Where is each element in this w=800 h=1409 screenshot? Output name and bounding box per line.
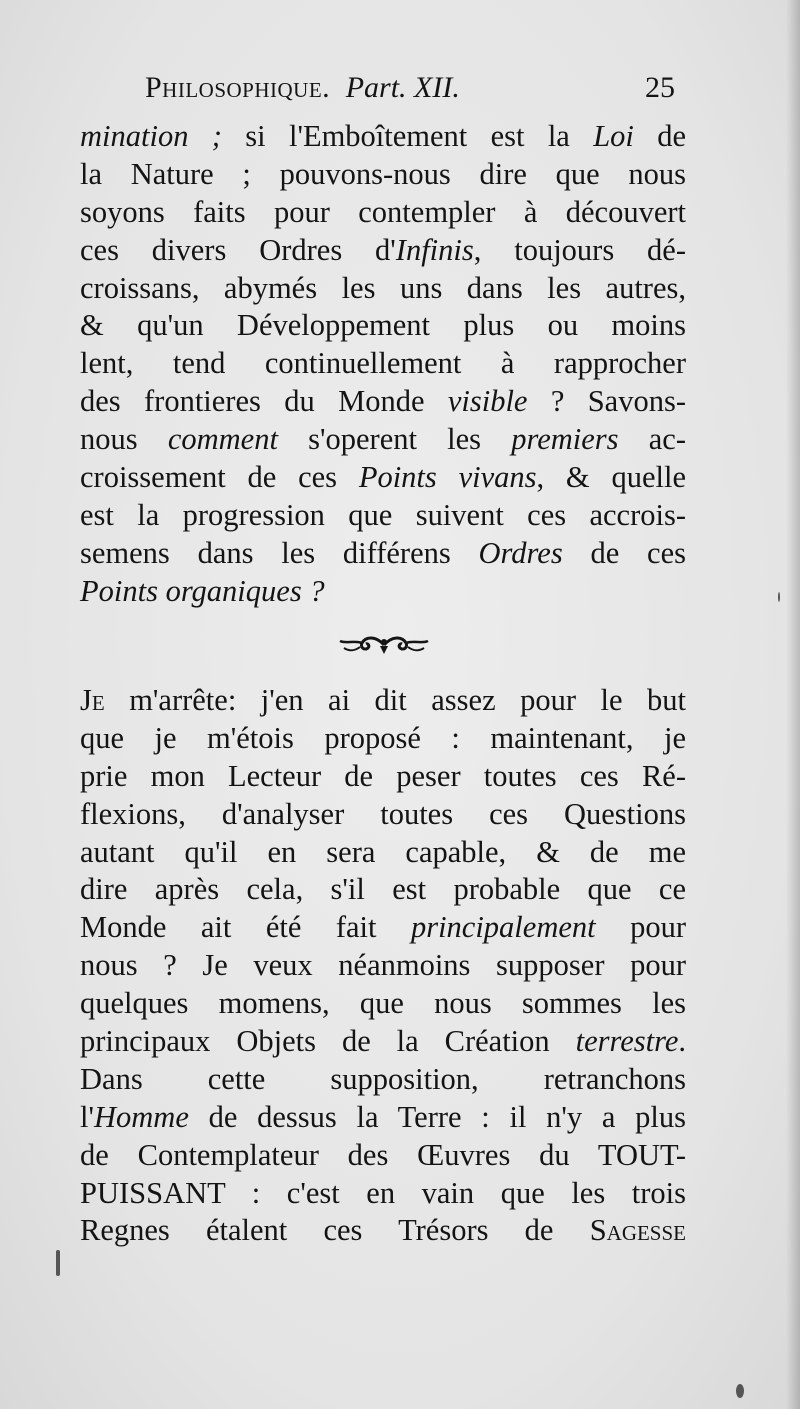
running-title: Philosophique. <box>145 71 331 104</box>
text-line: nous comment s'operent les premiers ac- <box>80 422 686 457</box>
text-line: quelques momens, que nous sommes les <box>80 986 686 1021</box>
ink-blemish <box>778 592 780 602</box>
text-line: de Contemplateur des Œuvres du TOUT- <box>80 1137 686 1172</box>
text-line: mination ; si l'Emboîtement est la Loi de <box>80 119 687 153</box>
text-line: Je m'arrête: j'en ai dit assez pour le but <box>80 683 686 717</box>
text-line: PUISSANT : c'est en vain que les trois <box>80 1175 686 1210</box>
part-label: Part. XII. <box>345 71 460 104</box>
text-line: croissement de ces Points vivans, & quelle <box>80 460 686 495</box>
text-line: des frontieres du Monde visible ? Savons- <box>80 384 686 419</box>
ink-blemish <box>56 1250 60 1276</box>
paragraph-2 <box>80 682 686 1250</box>
text-line: la Nature ; pouvons-nous dire que nous <box>80 156 686 191</box>
text-line: soyons faits pour contempler à découvert <box>80 194 686 229</box>
text-line: que je m'étois proposé : maintenant, je <box>80 720 686 755</box>
ink-blemish <box>736 1384 744 1398</box>
fleuron-ornament-icon <box>336 632 432 658</box>
paragraph-1 <box>80 118 686 611</box>
text-line: & qu'un Développement plus ou moins <box>80 308 686 343</box>
text-line: Monde ait été fait principalement pour <box>80 910 686 945</box>
running-header <box>145 66 675 110</box>
text-line: principaux Objets de la Création terrestre. <box>80 1024 686 1059</box>
text-line: croissans, abymés les uns dans les autres, <box>80 270 686 305</box>
text-line: est la progression que suivent ces accrois- <box>80 497 686 532</box>
text-line: prie mon Lecteur de peser toutes ces Ré- <box>80 758 686 793</box>
text-line: flexions, d'analyser toutes ces Questions <box>80 796 686 831</box>
text-line: Regnes étalent ces Trésors de Sagesse <box>80 1213 686 1248</box>
text-line: ces divers Ordres d'Infinis, toujours dé- <box>80 232 686 267</box>
text-line: l'Homme de dessus la Terre : il n'y a plus <box>80 1099 686 1134</box>
text-line: semens dans les différens Ordres de ces <box>80 535 686 570</box>
page-number: 25 <box>645 71 675 104</box>
text-line: Dans cette supposition, retranchons <box>80 1061 686 1096</box>
text-line: nous ? Je veux néanmoins supposer pour <box>80 948 686 983</box>
text-line: lent, tend continuellement à rapprocher <box>80 346 686 381</box>
page-edge-shadow <box>786 0 800 1409</box>
text-line: autant qu'il en sera capable, & de me <box>80 834 686 869</box>
text-line: Points organiques ? <box>80 573 325 608</box>
text-line: dire après cela, s'il est probable que ce <box>80 872 686 907</box>
